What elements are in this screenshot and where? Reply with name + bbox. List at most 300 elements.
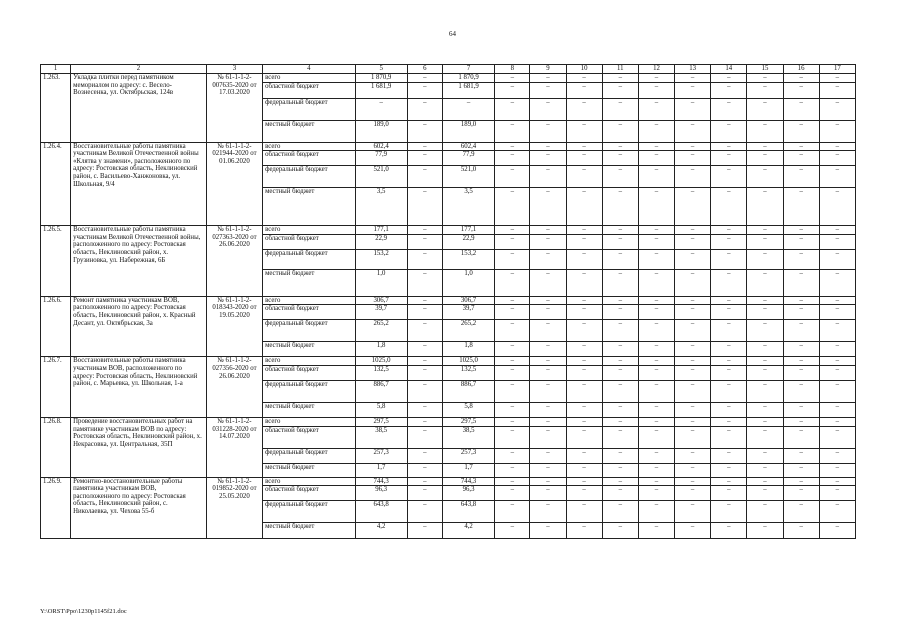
dash-cell: – xyxy=(783,342,819,357)
table-row xyxy=(41,142,856,151)
dash-cell: – xyxy=(495,120,530,142)
item-number: 1.26.4. xyxy=(41,142,71,226)
dash-cell: – xyxy=(566,417,602,426)
dash-cell: – xyxy=(638,417,674,426)
dash-cell: – xyxy=(638,477,674,486)
dash-cell: – xyxy=(747,365,783,380)
column-header: 6 xyxy=(407,65,442,74)
dash-cell: – xyxy=(530,501,566,523)
column-header: 10 xyxy=(566,65,602,74)
total-amount: 306,7 xyxy=(355,296,407,305)
dash-cell: – xyxy=(711,501,747,523)
dash-cell: – xyxy=(711,166,747,188)
dash-cell: – xyxy=(407,486,442,501)
table-row xyxy=(41,74,856,83)
dash-cell: – xyxy=(747,234,783,249)
dash-cell: – xyxy=(711,188,747,226)
dash-cell: – xyxy=(675,523,711,539)
dash-cell: – xyxy=(602,380,638,402)
dash-cell: – xyxy=(495,269,530,296)
footer-file-path: Y:\ORST\Ppo\1230p1145f21.doc xyxy=(40,608,127,615)
dash-cell: – xyxy=(783,365,819,380)
column-header: 9 xyxy=(530,65,566,74)
dash-cell: – xyxy=(783,226,819,235)
funding-source: всего xyxy=(263,74,355,83)
dash-cell: – xyxy=(819,477,855,486)
funding-source: областной бюджет xyxy=(263,234,355,249)
dash-cell: – xyxy=(783,98,819,120)
dash-cell: – xyxy=(819,501,855,523)
table-row xyxy=(41,477,856,486)
dash-cell: – xyxy=(675,463,711,477)
dash-cell: – xyxy=(407,523,442,539)
dash-cell: – xyxy=(495,142,530,151)
dash-cell: – xyxy=(819,357,855,366)
dash-cell: – xyxy=(675,342,711,357)
dash-cell: – xyxy=(747,296,783,305)
dash-cell: – xyxy=(638,342,674,357)
dash-cell: – xyxy=(675,74,711,83)
dash-cell: – xyxy=(819,74,855,83)
document-number: № 61-1-1-2-021944-2020 от 01.06.2020 xyxy=(206,142,262,226)
dash-cell: – xyxy=(783,380,819,402)
dash-cell: – xyxy=(566,380,602,402)
dash-cell: – xyxy=(566,448,602,463)
dash-cell: – xyxy=(530,142,566,151)
dash-cell: – xyxy=(675,501,711,523)
funding-source: федеральный бюджет xyxy=(263,380,355,402)
column-header: 15 xyxy=(747,65,783,74)
dash-cell: – xyxy=(495,98,530,120)
dash-cell: – xyxy=(819,365,855,380)
dash-cell: – xyxy=(566,226,602,235)
column-header: 11 xyxy=(602,65,638,74)
dash-cell: – xyxy=(495,320,530,342)
dash-cell: – xyxy=(819,342,855,357)
dash-cell: – xyxy=(747,501,783,523)
dash-cell: – xyxy=(819,249,855,269)
dash-cell: – xyxy=(783,426,819,448)
dash-cell: – xyxy=(747,120,783,142)
year-amount: 132,5 xyxy=(442,365,494,380)
dash-cell: – xyxy=(747,249,783,269)
dash-cell: – xyxy=(602,365,638,380)
funding-source: областной бюджет xyxy=(263,426,355,448)
dash-cell: – xyxy=(530,402,566,417)
dash-cell: – xyxy=(638,269,674,296)
dash-cell: – xyxy=(711,234,747,249)
dash-cell: – xyxy=(711,365,747,380)
total-amount: 5,8 xyxy=(355,402,407,417)
dash-cell: – xyxy=(602,417,638,426)
dash-cell: – xyxy=(530,166,566,188)
dash-cell: – xyxy=(711,305,747,320)
column-header: 12 xyxy=(638,65,674,74)
dash-cell: – xyxy=(783,523,819,539)
dash-cell: – xyxy=(495,448,530,463)
dash-cell: – xyxy=(711,523,747,539)
total-amount: 602,4 xyxy=(355,142,407,151)
dash-cell: – xyxy=(495,523,530,539)
dash-cell: – xyxy=(675,380,711,402)
dash-cell: – xyxy=(530,226,566,235)
dash-cell: – xyxy=(747,151,783,166)
dash-cell: – xyxy=(566,501,602,523)
dash-cell: – xyxy=(638,501,674,523)
total-amount: 257,3 xyxy=(355,448,407,463)
dash-cell: – xyxy=(638,226,674,235)
dash-cell: – xyxy=(819,486,855,501)
total-amount: 3,5 xyxy=(355,188,407,226)
total-amount: – xyxy=(355,98,407,120)
year-amount: 4,2 xyxy=(442,523,494,539)
dash-cell: – xyxy=(711,380,747,402)
dash-cell: – xyxy=(495,365,530,380)
dash-cell: – xyxy=(638,357,674,366)
funding-source: областной бюджет xyxy=(263,365,355,380)
year-amount: 643,8 xyxy=(442,501,494,523)
dash-cell: – xyxy=(602,249,638,269)
dash-cell: – xyxy=(566,486,602,501)
dash-cell: – xyxy=(566,166,602,188)
total-amount: 39,7 xyxy=(355,305,407,320)
year-amount: 521,0 xyxy=(442,166,494,188)
dash-cell: – xyxy=(566,269,602,296)
dash-cell: – xyxy=(530,448,566,463)
dash-cell: – xyxy=(783,249,819,269)
total-amount: 744,3 xyxy=(355,477,407,486)
dash-cell: – xyxy=(638,463,674,477)
total-amount: 38,5 xyxy=(355,426,407,448)
dash-cell: – xyxy=(711,74,747,83)
dash-cell: – xyxy=(495,249,530,269)
dash-cell: – xyxy=(638,234,674,249)
dash-cell: – xyxy=(530,188,566,226)
dash-cell: – xyxy=(783,320,819,342)
dash-cell: – xyxy=(566,249,602,269)
dash-cell: – xyxy=(783,448,819,463)
dash-cell: – xyxy=(638,188,674,226)
dash-cell: – xyxy=(495,342,530,357)
dash-cell: – xyxy=(675,477,711,486)
dash-cell: – xyxy=(783,151,819,166)
dash-cell: – xyxy=(407,269,442,296)
dash-cell: – xyxy=(566,188,602,226)
dash-cell: – xyxy=(783,477,819,486)
dash-cell: – xyxy=(675,142,711,151)
dash-cell: – xyxy=(602,448,638,463)
year-amount: 1 870,9 xyxy=(442,74,494,83)
funding-source: всего xyxy=(263,142,355,151)
dash-cell: – xyxy=(675,426,711,448)
dash-cell: – xyxy=(783,166,819,188)
dash-cell: – xyxy=(747,82,783,98)
year-amount: 744,3 xyxy=(442,477,494,486)
dash-cell: – xyxy=(675,98,711,120)
dash-cell: – xyxy=(675,166,711,188)
total-amount: 1,0 xyxy=(355,269,407,296)
dash-cell: – xyxy=(675,296,711,305)
dash-cell: – xyxy=(819,380,855,402)
dash-cell: – xyxy=(675,357,711,366)
dash-cell: – xyxy=(675,365,711,380)
dash-cell: – xyxy=(638,296,674,305)
dash-cell: – xyxy=(747,166,783,188)
dash-cell: – xyxy=(819,463,855,477)
dash-cell: – xyxy=(407,320,442,342)
dash-cell: – xyxy=(495,296,530,305)
dash-cell: – xyxy=(566,477,602,486)
year-amount: 1,7 xyxy=(442,463,494,477)
year-amount: 265,2 xyxy=(442,320,494,342)
dash-cell: – xyxy=(783,501,819,523)
dash-cell: – xyxy=(495,166,530,188)
year-amount: 306,7 xyxy=(442,296,494,305)
dash-cell: – xyxy=(530,296,566,305)
dash-cell: – xyxy=(638,380,674,402)
dash-cell: – xyxy=(602,98,638,120)
item-name: Проведение восстановительных работ на памятнике участникам ВОВ по адресу: Ростовская область, Неклиновский район, х. Некрасовка, ул. Центральная, 35П xyxy=(71,417,207,477)
total-amount: 1 870,9 xyxy=(355,74,407,83)
item-name: Восстановительные работы памятника участникам Великой Отечественной войны «Клятва у знамени», расположенного по адресу: Ростовская область, Неклиновский район, с. Васильево-Ханжоновка, ул. Школьная, 9/4 xyxy=(71,142,207,226)
dash-cell: – xyxy=(407,98,442,120)
dash-cell: – xyxy=(819,226,855,235)
dash-cell: – xyxy=(747,305,783,320)
year-amount: 1,8 xyxy=(442,342,494,357)
dash-cell: – xyxy=(566,74,602,83)
header-row xyxy=(41,65,856,74)
dash-cell: – xyxy=(530,486,566,501)
year-amount: 189,0 xyxy=(442,120,494,142)
document-number: № 61-1-1-2-018343-2020 от 19.05.2020 xyxy=(206,296,262,357)
dash-cell: – xyxy=(407,402,442,417)
dash-cell: – xyxy=(602,234,638,249)
dash-cell: – xyxy=(711,142,747,151)
dash-cell: – xyxy=(819,142,855,151)
funding-source: всего xyxy=(263,226,355,235)
dash-cell: – xyxy=(495,82,530,98)
dash-cell: – xyxy=(566,357,602,366)
dash-cell: – xyxy=(747,486,783,501)
dash-cell: – xyxy=(675,417,711,426)
dash-cell: – xyxy=(675,448,711,463)
funding-source: всего xyxy=(263,296,355,305)
total-amount: 177,1 xyxy=(355,226,407,235)
dash-cell: – xyxy=(747,357,783,366)
dash-cell: – xyxy=(407,426,442,448)
dash-cell: – xyxy=(819,523,855,539)
dash-cell: – xyxy=(711,463,747,477)
column-header: 2 xyxy=(71,65,207,74)
dash-cell: – xyxy=(602,342,638,357)
item-number: 1.26.9. xyxy=(41,477,71,539)
dash-cell: – xyxy=(530,120,566,142)
dash-cell: – xyxy=(675,226,711,235)
dash-cell: – xyxy=(711,120,747,142)
dash-cell: – xyxy=(783,296,819,305)
dash-cell: – xyxy=(783,357,819,366)
column-header: 13 xyxy=(675,65,711,74)
funding-source: областной бюджет xyxy=(263,82,355,98)
column-header: 17 xyxy=(819,65,855,74)
document-number: № 61-1-1-2-027363-2020 от 26.06.2020 xyxy=(206,226,262,297)
item-number: 1.263. xyxy=(41,74,71,143)
page-number: 64 xyxy=(449,30,456,38)
item-name: Ремонт памятника участникам ВОВ, расположенного по адресу: Ростовская область, Неклиновский район, х. Красный Десант, ул. Октябрьская, 3а xyxy=(71,296,207,357)
year-amount: 886,7 xyxy=(442,380,494,402)
dash-cell: – xyxy=(566,523,602,539)
dash-cell: – xyxy=(638,74,674,83)
year-amount: 3,5 xyxy=(442,188,494,226)
year-amount: 177,1 xyxy=(442,226,494,235)
dash-cell: – xyxy=(711,417,747,426)
dash-cell: – xyxy=(407,305,442,320)
dash-cell: – xyxy=(407,234,442,249)
dash-cell: – xyxy=(566,234,602,249)
total-amount: 22,9 xyxy=(355,234,407,249)
dash-cell: – xyxy=(530,463,566,477)
dash-cell: – xyxy=(495,426,530,448)
funding-source: областной бюджет xyxy=(263,151,355,166)
dash-cell: – xyxy=(566,142,602,151)
document-number: № 61-1-1-2-027356-2020 от 26.06.2020 xyxy=(206,357,262,418)
year-amount: 257,3 xyxy=(442,448,494,463)
dash-cell: – xyxy=(747,426,783,448)
dash-cell: – xyxy=(638,523,674,539)
document-number: № 61-1-1-2-019852-2020 от 25.05.2020 xyxy=(206,477,262,539)
dash-cell: – xyxy=(407,380,442,402)
dash-cell: – xyxy=(711,448,747,463)
dash-cell: – xyxy=(566,463,602,477)
year-amount: 1025,0 xyxy=(442,357,494,366)
item-name: Восстановительные работы памятника участникам ВОВ, расположенного по адресу: Ростовская область, Неклиновский район, с. Марьевка, ул. Школьная, 1-а xyxy=(71,357,207,418)
total-amount: 189,0 xyxy=(355,120,407,142)
dash-cell: – xyxy=(407,357,442,366)
total-amount: 1,8 xyxy=(355,342,407,357)
dash-cell: – xyxy=(711,249,747,269)
column-header: 4 xyxy=(263,65,355,74)
year-amount: – xyxy=(442,98,494,120)
dash-cell: – xyxy=(819,320,855,342)
dash-cell: – xyxy=(675,305,711,320)
year-amount: 602,4 xyxy=(442,142,494,151)
dash-cell: – xyxy=(566,402,602,417)
dash-cell: – xyxy=(819,166,855,188)
dash-cell: – xyxy=(747,448,783,463)
dash-cell: – xyxy=(819,417,855,426)
dash-cell: – xyxy=(407,477,442,486)
dash-cell: – xyxy=(638,402,674,417)
dash-cell: – xyxy=(602,269,638,296)
year-amount: 96,3 xyxy=(442,486,494,501)
dash-cell: – xyxy=(711,226,747,235)
dash-cell: – xyxy=(711,320,747,342)
dash-cell: – xyxy=(407,463,442,477)
dash-cell: – xyxy=(783,188,819,226)
dash-cell: – xyxy=(638,320,674,342)
dash-cell: – xyxy=(530,365,566,380)
dash-cell: – xyxy=(747,380,783,402)
dash-cell: – xyxy=(711,357,747,366)
total-amount: 1,7 xyxy=(355,463,407,477)
funding-source: местный бюджет xyxy=(263,402,355,417)
dash-cell: – xyxy=(819,98,855,120)
funding-source: местный бюджет xyxy=(263,188,355,226)
funding-source: федеральный бюджет xyxy=(263,98,355,120)
column-header: 5 xyxy=(355,65,407,74)
dash-cell: – xyxy=(747,417,783,426)
funding-source: всего xyxy=(263,417,355,426)
dash-cell: – xyxy=(407,151,442,166)
funding-source: областной бюджет xyxy=(263,305,355,320)
dash-cell: – xyxy=(747,142,783,151)
dash-cell: – xyxy=(783,305,819,320)
dash-cell: – xyxy=(407,120,442,142)
dash-cell: – xyxy=(819,269,855,296)
dash-cell: – xyxy=(495,305,530,320)
funding-source: местный бюджет xyxy=(263,523,355,539)
total-amount: 1 681,9 xyxy=(355,82,407,98)
dash-cell: – xyxy=(747,269,783,296)
year-amount: 22,9 xyxy=(442,234,494,249)
dash-cell: – xyxy=(675,402,711,417)
dash-cell: – xyxy=(566,365,602,380)
dash-cell: – xyxy=(495,226,530,235)
dash-cell: – xyxy=(602,166,638,188)
dash-cell: – xyxy=(675,82,711,98)
dash-cell: – xyxy=(783,120,819,142)
total-amount: 96,3 xyxy=(355,486,407,501)
dash-cell: – xyxy=(638,151,674,166)
dash-cell: – xyxy=(711,82,747,98)
dash-cell: – xyxy=(530,380,566,402)
dash-cell: – xyxy=(747,342,783,357)
dash-cell: – xyxy=(495,463,530,477)
funding-source: федеральный бюджет xyxy=(263,320,355,342)
dash-cell: – xyxy=(711,342,747,357)
dash-cell: – xyxy=(530,151,566,166)
dash-cell: – xyxy=(566,120,602,142)
dash-cell: – xyxy=(783,142,819,151)
year-amount: 297,5 xyxy=(442,417,494,426)
column-header: 3 xyxy=(206,65,262,74)
dash-cell: – xyxy=(638,142,674,151)
dash-cell: – xyxy=(530,320,566,342)
dash-cell: – xyxy=(530,523,566,539)
dash-cell: – xyxy=(819,448,855,463)
total-amount: 265,2 xyxy=(355,320,407,342)
dash-cell: – xyxy=(530,342,566,357)
year-amount: 38,5 xyxy=(442,426,494,448)
dash-cell: – xyxy=(530,74,566,83)
dash-cell: – xyxy=(495,234,530,249)
dash-cell: – xyxy=(602,463,638,477)
dash-cell: – xyxy=(407,342,442,357)
dash-cell: – xyxy=(711,477,747,486)
dash-cell: – xyxy=(530,357,566,366)
dash-cell: – xyxy=(711,98,747,120)
dash-cell: – xyxy=(711,296,747,305)
item-number: 1.26.7. xyxy=(41,357,71,418)
dash-cell: – xyxy=(783,463,819,477)
dash-cell: – xyxy=(602,296,638,305)
dash-cell: – xyxy=(711,486,747,501)
dash-cell: – xyxy=(566,426,602,448)
column-header: 1 xyxy=(41,65,71,74)
dash-cell: – xyxy=(602,142,638,151)
dash-cell: – xyxy=(495,380,530,402)
dash-cell: – xyxy=(495,402,530,417)
